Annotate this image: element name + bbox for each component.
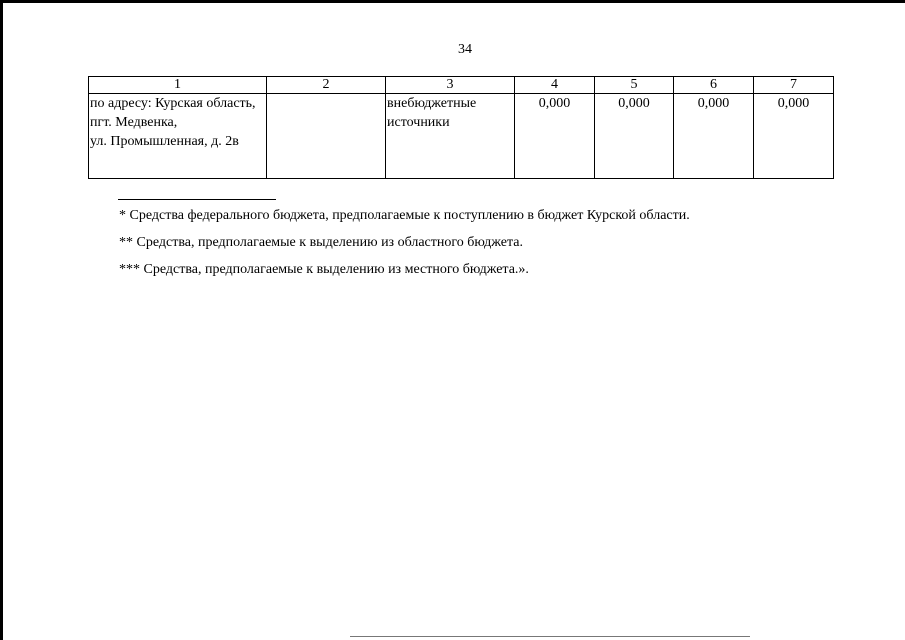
- address-line: по адресу: Курская область,: [90, 96, 256, 111]
- empty-cell: [267, 94, 386, 179]
- footnotes: [119, 206, 819, 287]
- column-header: 4: [515, 77, 595, 94]
- column-header: 1: [89, 77, 267, 94]
- column-header: 7: [754, 77, 834, 94]
- table-header-row: [89, 77, 834, 94]
- footnote-local: *** Средства, предполагаемые к выделению из местного бюджета.».: [119, 262, 529, 277]
- column-header: 2: [267, 77, 386, 94]
- page-number: 34: [458, 42, 472, 57]
- funding-source-line: источники: [387, 115, 450, 130]
- footnote-regional: ** Средства, предполагаемые к выделению из областного бюджета.: [119, 235, 523, 250]
- table-row: [89, 94, 834, 179]
- column-header: 5: [595, 77, 674, 94]
- address-cell: [89, 94, 267, 179]
- address-line: ул. Промышленная, д. 2в: [90, 134, 239, 149]
- page-top-edge: [0, 0, 905, 3]
- value-cell: 0,000: [515, 94, 595, 179]
- column-header: 3: [386, 77, 515, 94]
- funding-source-cell: [386, 94, 515, 179]
- scan-edge-mark: [350, 636, 750, 637]
- value-cell: 0,000: [754, 94, 834, 179]
- value-cell: 0,000: [595, 94, 674, 179]
- address-line: пгт. Медвенка,: [90, 115, 178, 130]
- funding-source-line: внебюджетные: [387, 96, 477, 111]
- footnote-separator: [118, 199, 276, 200]
- value-cell: 0,000: [674, 94, 754, 179]
- budget-table: [88, 76, 834, 179]
- page-left-edge: [0, 0, 3, 640]
- column-header: 6: [674, 77, 754, 94]
- footnote-federal: * Средства федерального бюджета, предполагаемые к поступлению в бюджет Курской области.: [119, 208, 690, 223]
